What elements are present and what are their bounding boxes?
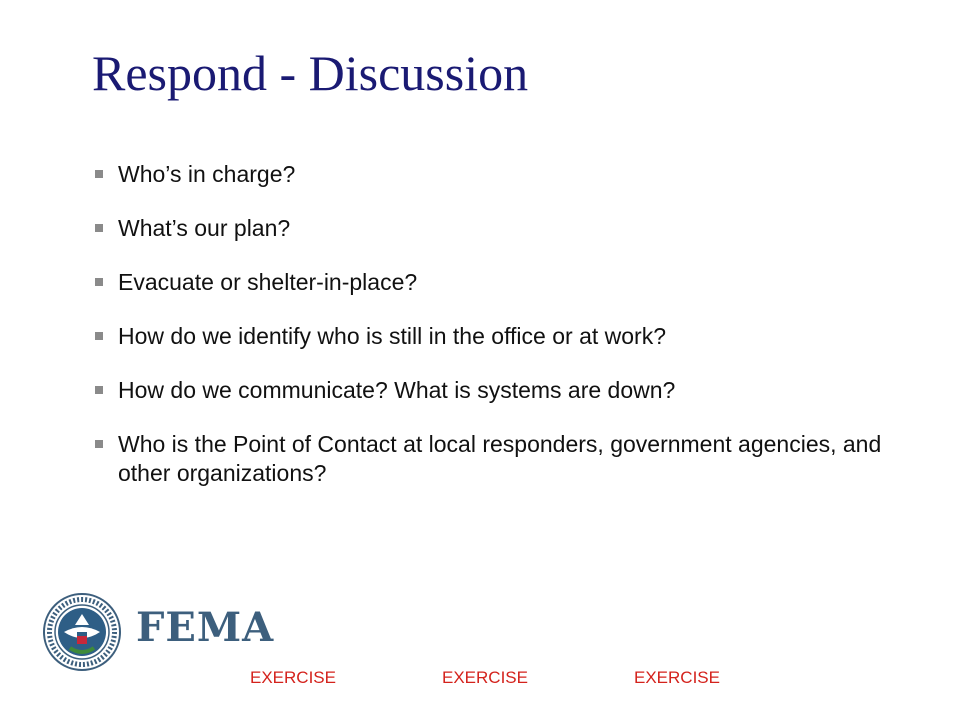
square-bullet-icon <box>95 332 103 340</box>
bullet-text: Who’s in charge? <box>118 161 296 187</box>
dhs-seal-icon <box>42 592 122 672</box>
square-bullet-icon <box>95 224 103 232</box>
bullet-text: How do we communicate? What is systems are down? <box>118 377 676 403</box>
bullet-item <box>92 214 912 243</box>
fema-wordmark: FEMA <box>136 604 275 651</box>
square-bullet-icon <box>95 386 103 394</box>
bullet-text: Evacuate or shelter-in-place? <box>118 269 418 295</box>
bullet-item <box>92 322 912 351</box>
square-bullet-icon <box>95 170 103 178</box>
bullet-text: How do we identify who is still in the office or at work? <box>118 323 666 349</box>
bullet-text: Who is the Point of Contact at local responders, government agencies, and other organizations? <box>118 431 882 486</box>
fema-logo <box>42 592 275 672</box>
bullet-item <box>92 268 912 297</box>
square-bullet-icon <box>95 278 103 286</box>
square-bullet-icon <box>95 440 103 448</box>
exercise-label: EXERCISE <box>442 668 528 687</box>
bullet-item <box>92 160 912 189</box>
bullet-item <box>92 430 912 488</box>
exercise-label: EXERCISE <box>250 668 336 687</box>
bullet-text: What’s our plan? <box>118 215 291 241</box>
exercise-label: EXERCISE <box>634 668 720 687</box>
slide-title: Respond - Discussion <box>92 45 529 101</box>
bullet-list <box>92 160 912 513</box>
footer <box>0 668 960 692</box>
bullet-item <box>92 376 912 405</box>
